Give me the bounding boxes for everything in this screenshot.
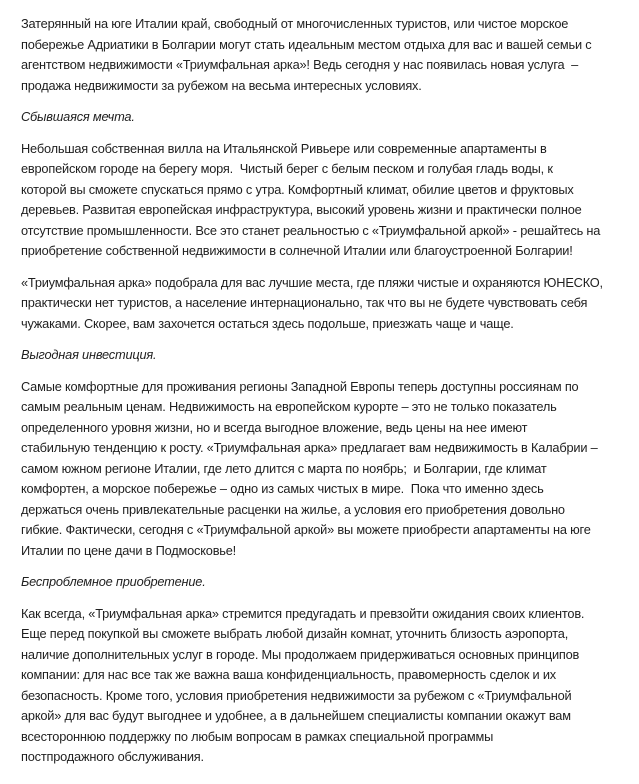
text-line: держаться очень привлекательные расценки на жилье, а условия его приобретения довольно (21, 501, 565, 517)
text-line: которой вы сможете спускаться прямо с утра. Комфортный климат, обилие цветов и фруктовых (21, 181, 574, 197)
text-line: самом южном регионе Италии, где лето длится с марта по ноябрь; и Болгарии, где климат (21, 460, 547, 476)
text-line: приобретение собственной недвижимости в солнечной Италии или благоустроенной Болгарии! (21, 243, 573, 258)
paragraph (21, 14, 621, 96)
text-line: Затерянный на юге Италии край, свободный от многочисленных туристов, или чистое морское (21, 16, 569, 31)
text-line: агентством недвижимости «Триумфальная арка»! Ведь сегодня у нас появилась новая услуга – (21, 57, 579, 72)
text-line: «Триумфальная арка» подобрала для вас лучшие места, где пляжи чистые и охраняются ЮНЕСКО, (21, 274, 603, 290)
text-line: Небольшая собственная вилла на Итальянской Ривьере или современные апартаменты в (21, 140, 547, 156)
text-line: продажа недвижимости за рубежом на весьма интересных условиях. (21, 77, 422, 93)
paragraph (21, 273, 621, 335)
text-line: комфортен, а морское побережье – одно из самых чистых в мире. Пока что именно здесь (21, 481, 544, 496)
text-line: постпродажного обслуживания. (21, 749, 204, 764)
paragraph (21, 139, 621, 262)
text-line: самым реальным ценам. Недвижимость на европейском курорте – это не только показатель (21, 399, 557, 414)
text-line: гибкие. Фактически, сегодня с «Триумфальной аркой» вы можете приобрести апартаменты на юге (21, 522, 591, 537)
text-line: Самые комфортные для проживания регионы Западной Европы теперь доступны россиянам по (21, 378, 579, 394)
text-line: определенного уровня жизни, но и всегда выгодное вложение, ведь цены на нее имеют (21, 419, 528, 435)
text-line: деревьев. Развитая европейская инфраструктура, высокий уровень жизни и практически полное (21, 202, 582, 217)
text-line: Как всегда, «Триумфальная арка» стремится предугадать и превзойти ожидания своих клиентов. (21, 605, 585, 621)
text-line: компании: для нас все так же важна ваша конфиденциальность, правомерность сделок и их (21, 667, 556, 682)
section-heading (21, 107, 621, 128)
text-line: Италии по цене дачи в Подмосковье! (21, 542, 237, 558)
text-line: безопасность. Кроме того, условия приобретения недвижимости за рубежом с «Триумфальной (21, 687, 572, 703)
text-line: отсутствие промышленности. Все это станет реальностью с «Триумфальной аркой» - решайтесь на (21, 222, 601, 238)
text-line: всестороннюю поддержку по любым вопросам в рамках специальной программы (21, 728, 494, 744)
section-heading (21, 345, 621, 366)
text-line: Сбывшаяся мечта. (21, 109, 135, 124)
text-line: наличие дополнительных услуг в городе. Мы продолжаем придерживаться основных принципов (21, 646, 580, 662)
text-line: Еще перед покупкой вы сможете выбрать любой дизайн комнат, уточнить близость аэропорта, (21, 626, 569, 641)
text-line: Выгодная инвестиция. (21, 347, 157, 362)
text-line: Беспроблемное приобретение. (21, 574, 206, 589)
text-line: европейском городе на берегу моря. Чистый берег с белым песком и голубая гладь воды, к (21, 161, 553, 176)
document-text (21, 14, 621, 768)
paragraph (21, 604, 621, 768)
text-line: практически нет туристов, а население интернационально, так что вы не будете чувствовать себя (21, 295, 588, 310)
text-line: чужаками. Скорее, вам захочется остаться здесь подольше, приезжать чаще и чаще. (21, 315, 514, 331)
paragraph (21, 377, 621, 562)
section-heading (21, 572, 621, 593)
text-line: побережье Адриатики в Болгарии могут стать идеальным местом отдыха для вас и вашей семьи с (21, 36, 592, 52)
text-line: аркой» для вас будут выгоднее и удобнее, а в дальнейшем специалисты компании окажут вам (21, 708, 571, 723)
text-line: стабильную тенденцию к росту. «Триумфальная арка» предлагает вам недвижимость в Калабрии – (21, 440, 598, 455)
